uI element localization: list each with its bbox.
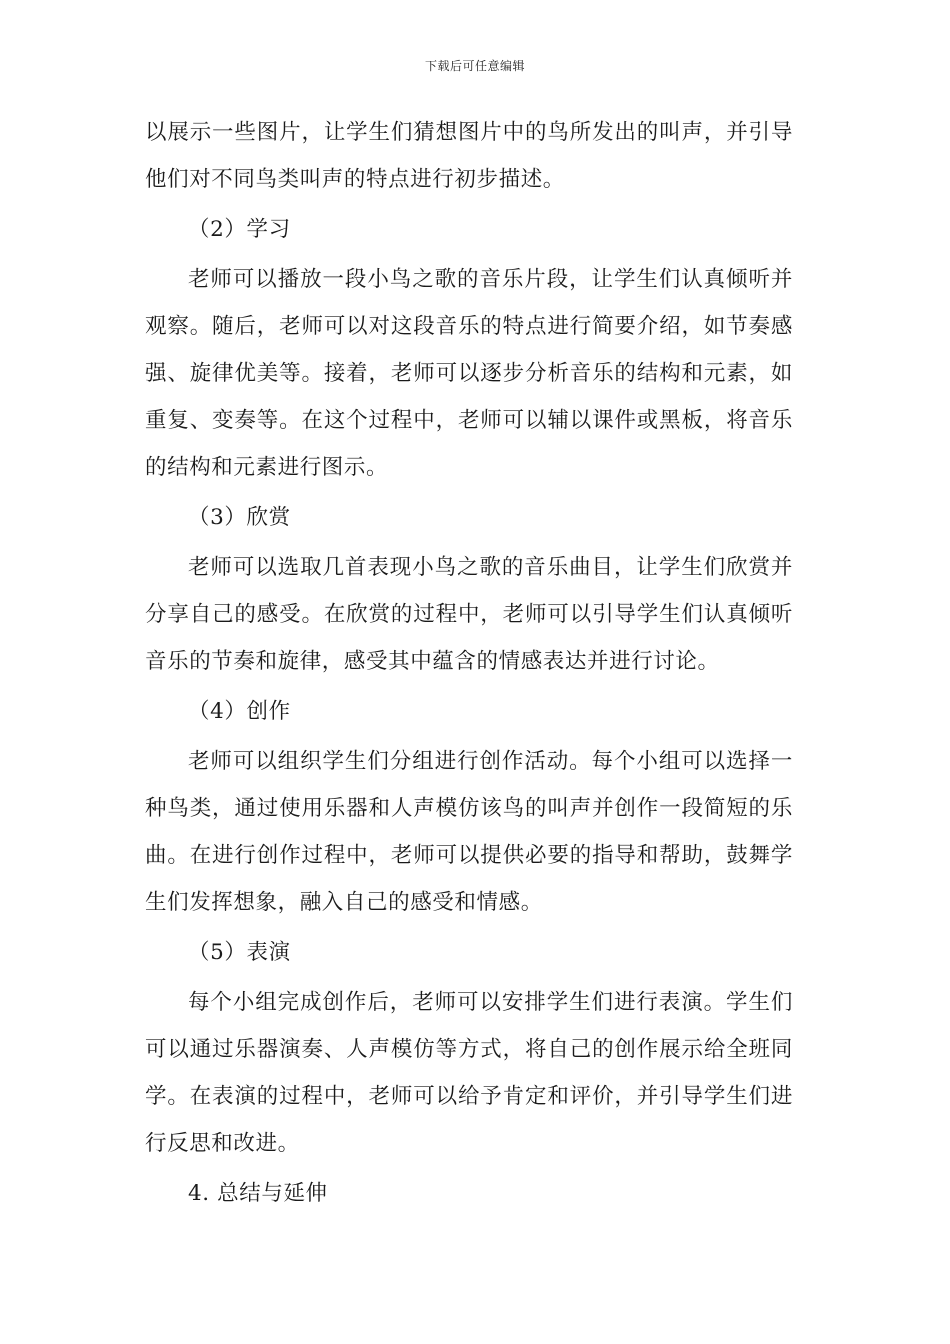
section-heading-creation: （4）创作 xyxy=(188,699,291,724)
header-note: 下载后可任意编辑 xyxy=(424,59,525,73)
section-text-study: 老师可以播放一段小鸟之歌的音乐片段，让学生们认真倾听并观察。随后，老师可以对这段音乐的特点进行简要介绍，如节奏感强、旋律优美等。接着，老师可以逐步分析音乐的结构和元素，如重复、变奏等。在这个过程中，老师可以辅以课件或黑板，将音乐的结构和元素进行图示。 xyxy=(145,267,793,480)
section-text-creation: 老师可以组织学生们分组进行创作活动。每个小组可以选择一种鸟类，通过使用乐器和人声模仿该鸟的叫声并创作一段简短的乐曲。在进行创作过程中，老师可以提供必要的指导和帮助，鼓舞学生们发挥想象，融入自己的感受和情感。 xyxy=(145,749,793,915)
document-body xyxy=(145,109,793,1220)
section-text-performance: 每个小组完成创作后，老师可以安排学生们进行表演。学生们可以通过乐器演奏、人声模仿等方式，将自己的创作展示给全班同学。在表演的过程中，老师可以给予肯定和评价，并引导学生们进行反思和改进。 xyxy=(145,990,793,1156)
section-heading-study: （2）学习 xyxy=(188,217,291,242)
section-heading-appreciation: （3）欣赏 xyxy=(188,505,291,530)
final-heading-summary: 4. 总结与延伸 xyxy=(188,1181,328,1206)
section-text-appreciation: 老师可以选取几首表现小鸟之歌的音乐曲目，让学生们欣赏并分享自己的感受。在欣赏的过程中，老师可以引导学生们认真倾听音乐的节奏和旋律，感受其中蕴含的情感表达并进行讨论。 xyxy=(145,555,793,674)
intro-paragraph: 以展示一些图片，让学生们猜想图片中的鸟所发出的叫声，并引导他们对不同鸟类叫声的特点进行初步描述。 xyxy=(145,120,793,192)
section-heading-performance: （5）表演 xyxy=(188,940,291,965)
